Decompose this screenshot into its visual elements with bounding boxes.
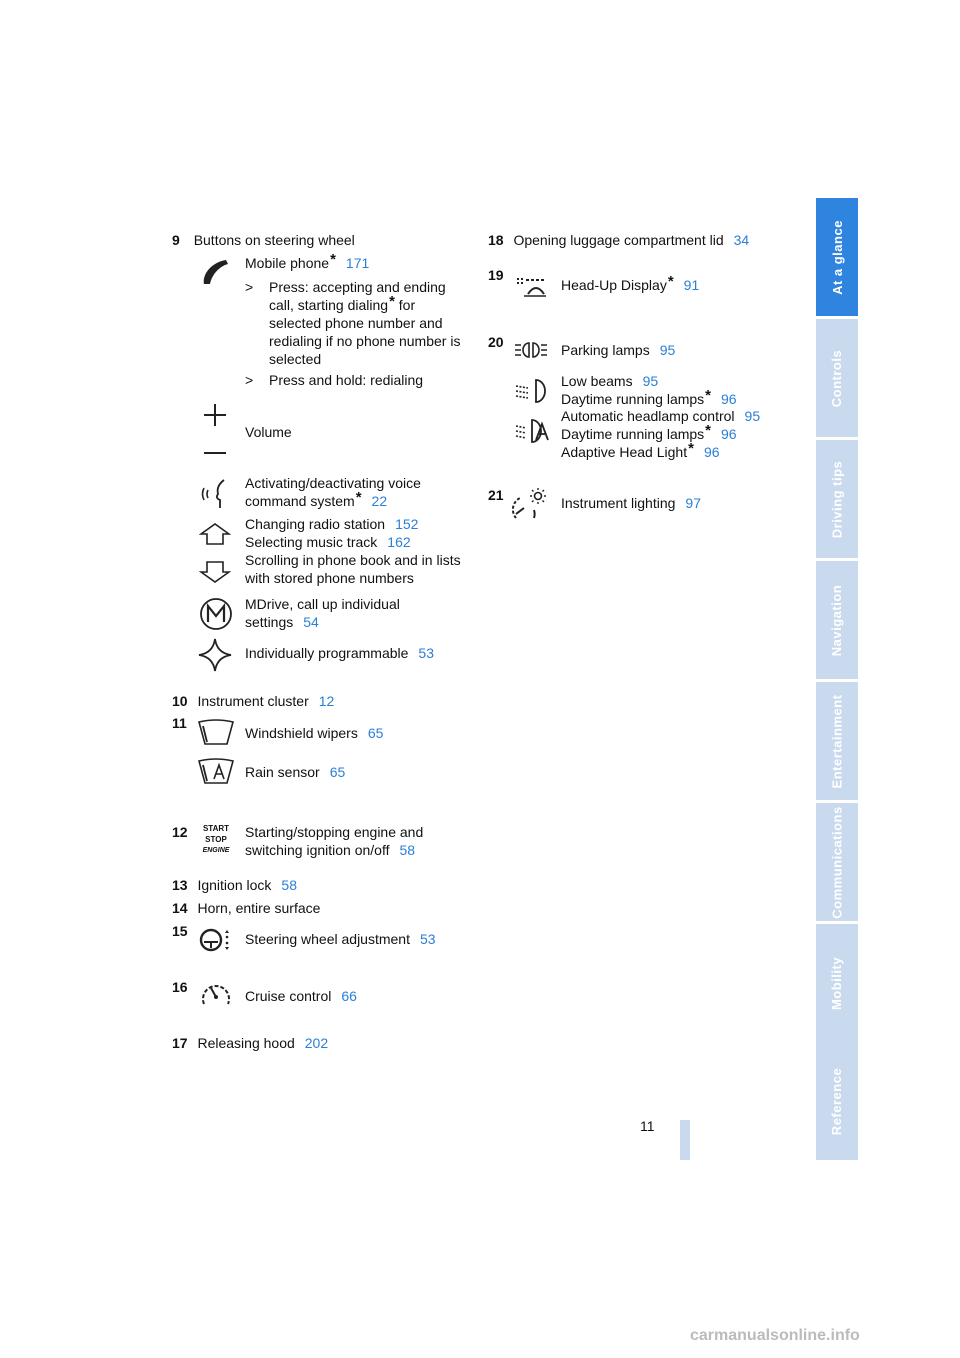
radio-text: Selecting music track — [245, 534, 378, 550]
item-number: 10 — [172, 693, 188, 709]
asterisk: * — [705, 422, 712, 439]
instrument-lighting-text: Instrument lighting — [561, 495, 676, 511]
item-text: Releasing hood — [197, 1035, 295, 1051]
page-number: 11 — [640, 1118, 655, 1134]
programmable-text: Individually programmable — [245, 645, 409, 661]
radio-line-3: Scrolling in phone book and in lists — [245, 552, 461, 568]
item-number: 20 — [488, 334, 504, 350]
asterisk: * — [688, 440, 694, 457]
item-10 — [172, 692, 334, 710]
diamond-star-icon — [197, 637, 233, 673]
auto-headlamp-entry — [561, 407, 760, 425]
asterisk: * — [389, 293, 395, 310]
drl-text: Daytime running lamps — [561, 426, 705, 442]
asterisk: * — [667, 273, 674, 290]
page-ref[interactable]: 58 — [399, 842, 416, 858]
tab-controls[interactable] — [816, 319, 858, 437]
item-text: Horn, entire surface — [197, 900, 321, 916]
low-beams-text: Low beams — [561, 373, 633, 389]
phone-bullet-2: Press and hold: redialing — [269, 372, 424, 388]
cruise-control-icon — [199, 980, 233, 1010]
phone-bullet-1 — [269, 278, 464, 368]
phone-title: Mobile phone — [245, 255, 330, 271]
page-ref[interactable]: 171 — [345, 255, 370, 271]
bullet-text-tail: for selected phone number and redialing if no phone number is selected — [269, 297, 461, 367]
tab-at-a-glance[interactable] — [816, 198, 858, 316]
wipers-text: Windshield wipers — [245, 725, 358, 741]
tab-driving-tips[interactable] — [816, 440, 858, 558]
item-number: 18 — [488, 232, 504, 248]
item-text: Ignition lock — [197, 877, 272, 893]
engine-line-1: Starting/stopping engine and — [245, 824, 424, 840]
page-ref[interactable]: 66 — [341, 988, 357, 1004]
page-ref[interactable]: 95 — [659, 342, 676, 358]
page-ref[interactable]: 97 — [685, 495, 701, 511]
asterisk: * — [705, 387, 712, 404]
tab-label: Communications — [829, 805, 845, 919]
parking-text: Parking lamps — [561, 342, 650, 358]
tab-reference[interactable] — [816, 1042, 858, 1160]
ahl-text: Adaptive Head Light — [561, 444, 688, 460]
page-marker-bar — [680, 1120, 690, 1160]
voice-line-1: Activating/deactivating voice — [245, 475, 421, 491]
tab-label: Driving tips — [829, 460, 845, 538]
cruise-text: Cruise control — [245, 988, 332, 1004]
hud-entry — [561, 273, 700, 294]
parking-entry — [561, 341, 675, 359]
page-ref[interactable]: 12 — [318, 693, 335, 709]
instrument-lighting-icon — [510, 486, 548, 522]
page-ref[interactable]: 65 — [329, 764, 346, 780]
plus-icon — [202, 402, 228, 428]
item-title: Buttons on steering wheel — [193, 232, 355, 248]
phone-entry — [245, 251, 370, 272]
page-ref[interactable]: 96 — [721, 426, 737, 442]
item-9 — [172, 231, 355, 249]
volume-label: Volume — [245, 424, 292, 440]
item-number: 11 — [172, 715, 187, 731]
icon-text: START — [202, 824, 230, 833]
page-ref[interactable]: 96 — [721, 391, 737, 407]
item-number: 13 — [172, 877, 188, 893]
tab-label: At a glance — [829, 219, 845, 295]
item-number: 15 — [172, 923, 188, 939]
page-ref[interactable]: 53 — [418, 645, 434, 661]
adaptive-head-light-entry — [561, 440, 720, 461]
icon-text: STOP — [205, 835, 227, 844]
steering-entry — [245, 930, 436, 948]
bullet-text: Press: accepting and ending call, starting dialing — [269, 279, 446, 313]
steering-wheel-adjust-icon — [198, 926, 234, 954]
auto-headlamp-icon — [514, 418, 550, 444]
programmable-entry — [245, 644, 434, 662]
engine-line-2 — [245, 841, 415, 859]
mdrive-line-1: MDrive, call up individual — [245, 596, 400, 612]
tab-mobility[interactable] — [816, 924, 858, 1042]
bullet-marker: > — [245, 279, 254, 295]
item-18 — [488, 231, 749, 249]
page-ref[interactable]: 95 — [744, 408, 761, 424]
start-stop-icon — [198, 823, 234, 856]
item-number: 19 — [488, 267, 504, 283]
asterisk: * — [330, 251, 336, 268]
arrow-up-icon — [199, 522, 231, 546]
drl-entry-1 — [561, 387, 737, 408]
tab-communications[interactable] — [816, 803, 858, 921]
hud-text: Head-Up Display — [561, 277, 667, 293]
page-ref[interactable]: 22 — [371, 493, 388, 509]
icon-text: ENGINE — [202, 847, 230, 854]
tab-label: Controls — [829, 349, 845, 407]
tab-label: Entertainment — [829, 694, 845, 788]
rain-text: Rain sensor — [245, 764, 320, 780]
page-ref[interactable]: 34 — [733, 232, 750, 248]
bullet-marker: > — [245, 372, 254, 388]
cruise-entry — [245, 987, 357, 1005]
radio-text: Changing radio station — [245, 516, 386, 532]
item-14 — [172, 899, 320, 917]
parking-lamps-icon — [513, 341, 549, 359]
page-ref[interactable]: 53 — [420, 931, 436, 947]
mdrive-text: settings — [245, 614, 294, 630]
rain-entry — [245, 763, 345, 781]
asterisk: * — [355, 489, 362, 506]
item-number: 12 — [172, 824, 188, 840]
page-ref[interactable]: 54 — [303, 614, 319, 630]
phone-icon — [196, 254, 236, 294]
low-beams-icon — [514, 378, 548, 404]
item-number: 16 — [172, 979, 188, 995]
page-ref[interactable]: 65 — [367, 725, 384, 741]
rain-sensor-icon — [197, 757, 235, 785]
footer-watermark: carmanualsonline.info — [690, 1327, 860, 1344]
item-number: 21 — [488, 487, 504, 503]
voice-text: command system — [245, 493, 355, 509]
tab-label: Reference — [829, 1067, 845, 1135]
wiper-icon — [197, 718, 235, 746]
page-ref[interactable]: 162 — [387, 534, 411, 550]
item-text: Instrument cluster — [197, 693, 309, 709]
wipers-entry — [245, 724, 383, 742]
tab-label: Navigation — [829, 584, 845, 656]
voice-line-2 — [245, 489, 388, 510]
instrument-lighting-entry — [561, 494, 701, 512]
item-13 — [172, 876, 297, 894]
tab-entertainment[interactable] — [816, 682, 858, 800]
page-ref[interactable]: 152 — [395, 516, 419, 532]
low-beams-entry — [561, 372, 658, 390]
page-ref[interactable]: 96 — [703, 444, 720, 460]
mdrive-line-2 — [245, 613, 319, 631]
page-ref[interactable]: 202 — [304, 1035, 329, 1051]
tab-navigation[interactable] — [816, 561, 858, 679]
item-17 — [172, 1034, 328, 1052]
tab-label: Mobility — [829, 956, 845, 1010]
item-number: 14 — [172, 900, 188, 916]
head-up-display-icon — [514, 274, 548, 300]
radio-line-4: with stored phone numbers — [245, 570, 414, 586]
steering-text: Steering wheel adjustment — [245, 931, 410, 947]
page-ref[interactable]: 95 — [642, 373, 659, 389]
page-ref[interactable]: 58 — [281, 877, 297, 893]
voice-command-icon — [198, 476, 232, 512]
minus-icon — [202, 450, 228, 456]
radio-line-2 — [245, 533, 411, 551]
radio-line-1 — [245, 515, 418, 533]
m-button-icon — [198, 596, 234, 632]
drl-entry-2 — [561, 422, 737, 443]
item-number: 9 — [172, 232, 180, 248]
item-number: 17 — [172, 1035, 188, 1051]
auto-headlamp-text: Automatic headlamp control — [561, 408, 735, 424]
drl-text: Daytime running lamps — [561, 391, 705, 407]
item-text: Opening luggage compartment lid — [513, 232, 724, 248]
page-ref[interactable]: 91 — [683, 277, 700, 293]
arrow-down-icon — [199, 560, 231, 584]
engine-text: switching ignition on/off — [245, 842, 390, 858]
